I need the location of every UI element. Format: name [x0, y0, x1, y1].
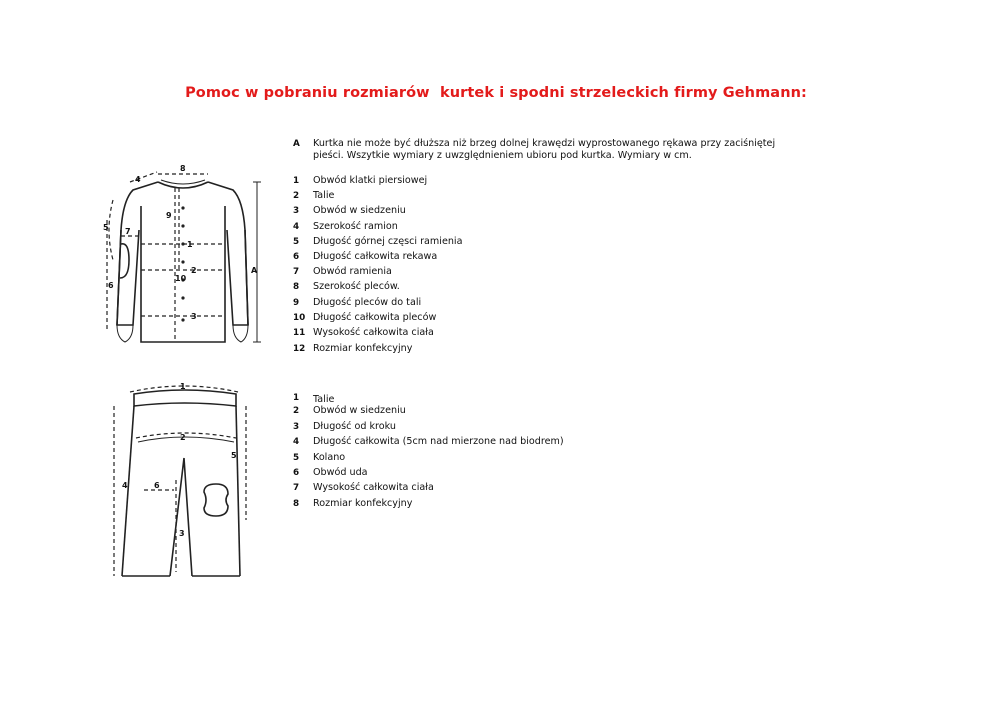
- jacket-item-number: 5: [293, 237, 300, 247]
- jacket-item-number: 4: [293, 222, 300, 232]
- figure-label: 1: [180, 382, 186, 391]
- jacket-item-number: 12: [293, 344, 306, 354]
- trousers-item-label: Kolano: [313, 452, 346, 463]
- jacket-item-label: Obwód klatki piersiowej: [313, 175, 428, 186]
- trousers-item-label: Wysokość całkowita ciała: [313, 482, 434, 493]
- figure-label: 6: [154, 481, 160, 490]
- trousers-item-number: 6: [293, 468, 300, 478]
- trousers-item-number: 7: [293, 483, 300, 493]
- trousers-item-number: 1: [293, 393, 300, 403]
- jacket-item-number: 6: [293, 252, 300, 262]
- figure-label: 6: [108, 281, 114, 290]
- figure-label: A: [251, 266, 258, 275]
- jacket-right-hand: [233, 325, 248, 342]
- jacket-item-number: 2: [293, 191, 300, 201]
- figure-label: 3: [191, 312, 197, 321]
- figure-label: 2: [191, 266, 197, 275]
- trousers-knee-patch: [204, 484, 228, 516]
- jacket-left-hand: [117, 325, 133, 342]
- jacket-item-label: Obwód w siedzeniu: [313, 205, 406, 216]
- jacket-item-label: Długość całkowita rekawa: [313, 251, 438, 262]
- jacket-item-label: Obwód ramienia: [313, 266, 392, 277]
- jacket-diagram: [95, 160, 270, 360]
- jacket-collar: [158, 182, 208, 188]
- jacket-button: [181, 260, 184, 263]
- jacket-item-label: Rozmiar konfekcyjny: [313, 343, 413, 354]
- trousers-item-label: Długość całkowita (5cm nad mierzone nad biodrem): [313, 436, 564, 447]
- jacket-item-number: 7: [293, 267, 300, 277]
- trousers-item-number: 4: [293, 437, 300, 447]
- trousers-item-number: 2: [293, 406, 300, 416]
- figure-label: 5: [231, 451, 237, 460]
- figure-label: 2: [180, 433, 186, 442]
- figure-label: 9: [166, 211, 172, 220]
- trousers-item-number: 5: [293, 453, 300, 463]
- jacket-elbow-patch: [120, 244, 129, 278]
- trousers-item-number: 3: [293, 422, 300, 432]
- jacket-right-sleeve: [227, 230, 248, 325]
- measure-line-A: [253, 182, 261, 342]
- jacket-button: [181, 296, 184, 299]
- trousers-left-outer-seam: [122, 406, 134, 576]
- trousers-item-label: Obwód uda: [313, 467, 368, 478]
- trousers-right-outer-seam: [236, 406, 240, 576]
- trousers-item-label: Rozmiar konfekcyjny: [313, 498, 413, 509]
- jacket-note: Kurtka nie może być dłuższa niż brzeg dolnej krawędzi wyprostowanego rękawa przy zaciśniętej pieści. Wszytkie wymiary z uwzględnieniem ubioru pod kurtka. Wymiary w cm.: [313, 138, 776, 161]
- trousers-item-number: 8: [293, 499, 300, 509]
- page-title: Pomoc w pobraniu rozmiarów kurtek i spodni strzeleckich firmy Gehmann:: [185, 85, 807, 101]
- jacket-item-label: Talie: [313, 190, 335, 201]
- jacket-button: [181, 206, 184, 209]
- jacket-button: [181, 318, 184, 321]
- jacket-item-number: 11: [293, 328, 306, 338]
- trousers-seat-curve: [138, 437, 234, 442]
- jacket-item-label: Wysokość całkowita ciała: [313, 327, 434, 338]
- figure-label: 1: [187, 240, 193, 249]
- measure-line-5: [109, 200, 113, 260]
- jacket-item-number: 8: [293, 282, 300, 292]
- jacket-item-label: Długość pleców do tali: [313, 297, 422, 308]
- figure-label: 4: [135, 175, 141, 184]
- figure-label: 10: [175, 274, 187, 283]
- figure-label: 5: [103, 223, 109, 232]
- jacket-item-label: Długość górnej częsci ramienia: [313, 236, 463, 247]
- jacket-item-label: Szerokość ramion: [313, 221, 398, 232]
- jacket-item-number: 3: [293, 206, 300, 216]
- figure-label: 7: [125, 227, 131, 236]
- trousers-item-label: Talie: [313, 394, 335, 405]
- jacket-item-label: Szerokość pleców.: [313, 281, 400, 292]
- jacket-button: [181, 224, 184, 227]
- trousers-item-label: Długość od kroku: [313, 421, 396, 432]
- figure-label: 3: [179, 529, 185, 538]
- jacket-collar-inner: [161, 180, 205, 184]
- note-key: A: [293, 139, 300, 149]
- figure-label: 8: [180, 164, 186, 173]
- jacket-item-number: 9: [293, 298, 300, 308]
- trousers-inner-legs: [170, 458, 192, 576]
- trousers-waistband: [134, 390, 236, 406]
- jacket-item-number: 1: [293, 176, 300, 186]
- trousers-item-label: Obwód w siedzeniu: [313, 405, 406, 416]
- trousers-diagram: [108, 380, 248, 585]
- figure-label: 4: [122, 481, 128, 490]
- jacket-item-label: Długość całkowita pleców: [313, 312, 437, 323]
- jacket-item-number: 10: [293, 313, 306, 323]
